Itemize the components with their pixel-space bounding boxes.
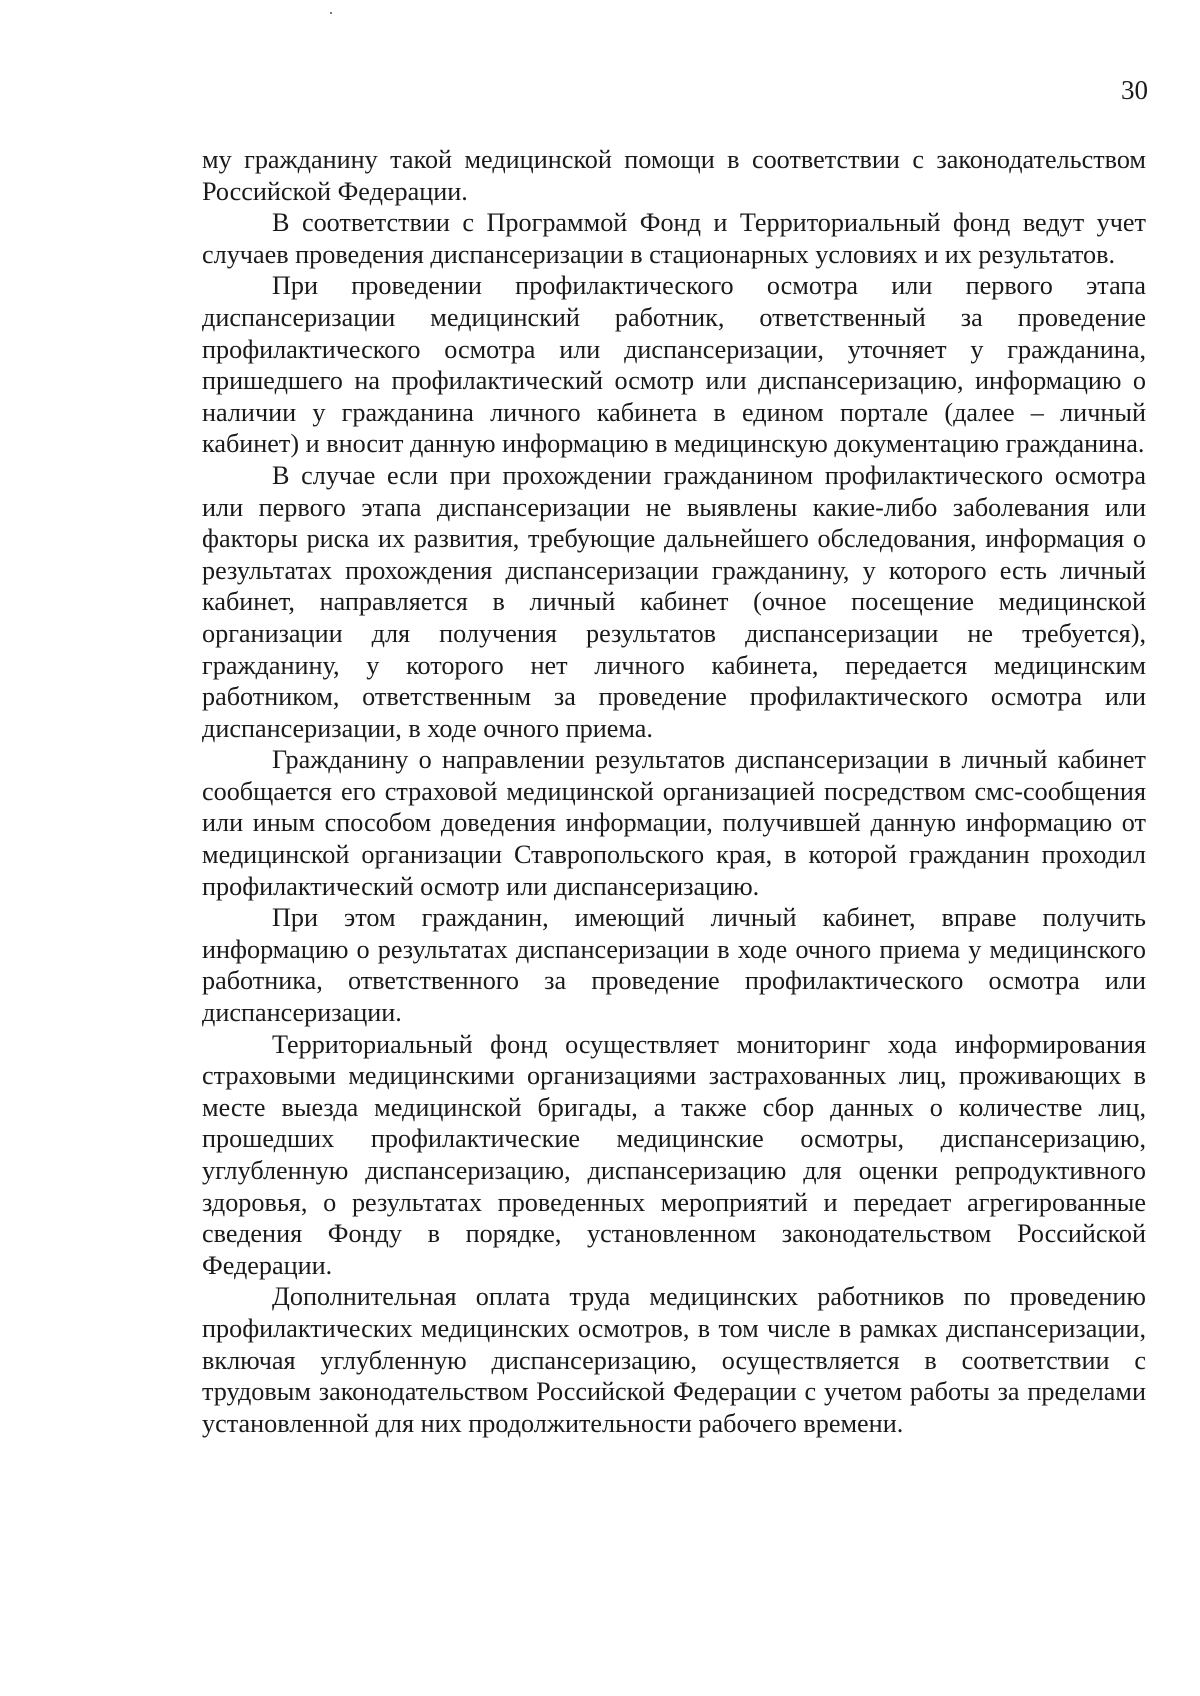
paragraph: В случае если при прохождении гражданином профилактического осмотра или первого этапа диспансеризации не выявлены какие-либо заболевания или факторы риска их развития, требующие дальнейшего обследования, информация о результатах прохождения диспансеризации гражданину, у которого есть личный кабинет, направляется в личный кабинет (очное посещение медицинской организации для получения результатов диспансеризации не требуется), гражданину, у которого нет личного кабинета, передается медицинским работником, ответственным за проведение профилактического осмотра или диспансеризации, в ходе очного приема. xyxy=(202,460,1146,743)
document-body xyxy=(202,144,1146,1439)
paragraph: При проведении профилактического осмотра или первого этапа диспансеризации медицинский работник, ответственный за проведение профилактического осмотра или диспансеризации, уточняет у гражданина, пришедшего на профилактический осмотр или диспансеризацию, информацию о наличии у гражданина личного кабинета в едином портале (далее – личный кабинет) и вносит данную информацию в медицинскую документацию гражданина. xyxy=(202,271,1146,459)
paragraph: При этом гражданин, имеющий личный кабинет, вправе получить информацию о результатах диспансеризации в ходе очного приема у медицинского работника, ответственного за проведение профилактического осмотра или диспансеризации. xyxy=(202,903,1146,1028)
paragraph: Гражданину о направлении результатов диспансеризации в личный кабинет сообщается его страховой медицинской организацией посредством смс-сообщения или иным способом доведения информации, получившей данную информацию от медицинской организации Ставропольского края, в которой гражданин проходил профилактический осмотр или диспансеризацию. xyxy=(202,745,1146,901)
paragraph: Дополнительная оплата труда медицинских работников по проведению профилактических медицинских осмотров, в том числе в рамках диспансеризации, включая углубленную диспансеризацию, осуществляется в соответствии с трудовым законодательством Российской Федерации с учетом работы за пределами установленной для них продолжительности рабочего времени. xyxy=(202,1282,1146,1438)
paragraph: Территориальный фонд осуществляет мониторинг хода информирования страховыми медицинскими организациями застрахованных лиц, проживающих в месте выезда медицинской бригады, а также сбор данных о количестве лиц, прошедших профилактические медицинские осмотры, диспансеризацию, углубленную диспансеризацию, диспансеризацию для оценки репродуктивного здоровья, о результатах проведенных мероприятий и передает агрегированные сведения Фонду в порядке, установленном законодательством Российской Федерации. xyxy=(202,1029,1146,1280)
scan-speck xyxy=(330,12,332,14)
page-number: 30 xyxy=(1121,75,1148,105)
paragraph: В соответствии с Программой Фонд и Территориальный фонд ведут учет случаев проведения диспансеризации в стационарных условиях и их результатов. xyxy=(202,208,1146,269)
paragraph-continuation: му гражданину такой медицинской помощи в соответствии с законодательством Российской Федерации. xyxy=(202,145,1146,206)
